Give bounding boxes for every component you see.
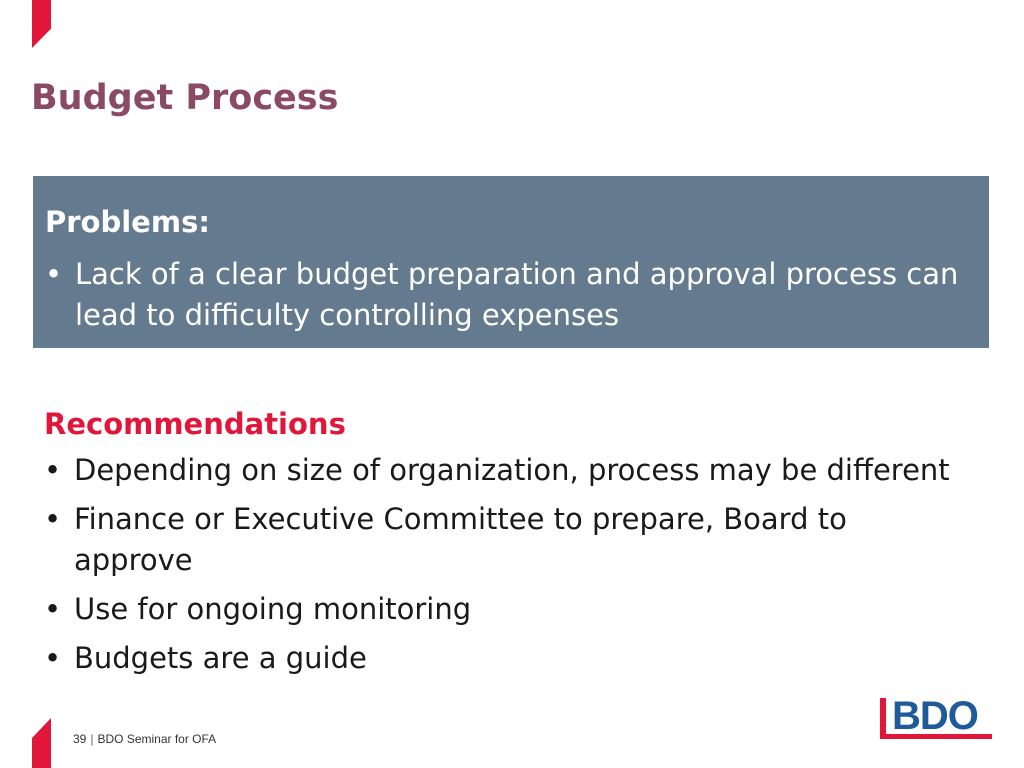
recommendation-item-text: Depending on size of organization, process may be different xyxy=(74,453,950,487)
logo-bracket-icon xyxy=(880,698,886,738)
logo-text: BDO xyxy=(892,694,978,738)
top-accent-shape xyxy=(32,0,51,48)
problems-item xyxy=(45,254,977,336)
footer-text: BDO Seminar for OFA xyxy=(97,732,217,746)
problems-item-text: Lack of a clear budget preparation and approval process can lead to difficulty controlling expenses xyxy=(75,257,959,332)
problems-list xyxy=(45,254,977,336)
recommendation-item-text: Use for ongoing monitoring xyxy=(74,592,472,626)
page-number: 39 xyxy=(73,732,87,746)
recommendation-item-text: Budgets are a guide xyxy=(74,641,367,675)
recommendation-item xyxy=(44,589,1014,630)
recommendations-list xyxy=(44,450,1014,679)
bullet-icon: • xyxy=(44,592,62,626)
footer-separator: | xyxy=(90,732,94,746)
recommendation-item xyxy=(44,638,1014,679)
recommendation-item-text: Finance or Executive Committee to prepare, Board to approve xyxy=(74,502,847,577)
bullet-icon: • xyxy=(44,502,62,536)
bullet-icon: • xyxy=(44,641,62,675)
slide-footer xyxy=(73,732,216,746)
recommendation-item xyxy=(44,450,1014,491)
recommendation-item xyxy=(44,499,904,581)
problems-heading: Problems: xyxy=(45,205,210,239)
bullet-icon: • xyxy=(45,257,63,291)
recommendations-heading: Recommendations xyxy=(44,407,346,441)
bullet-icon: • xyxy=(44,453,62,487)
bdo-logo xyxy=(880,694,992,742)
recommendations-section xyxy=(44,402,1014,687)
problems-panel xyxy=(33,176,989,348)
slide-title: Budget Process xyxy=(31,78,339,118)
bottom-accent-shape xyxy=(32,718,51,768)
